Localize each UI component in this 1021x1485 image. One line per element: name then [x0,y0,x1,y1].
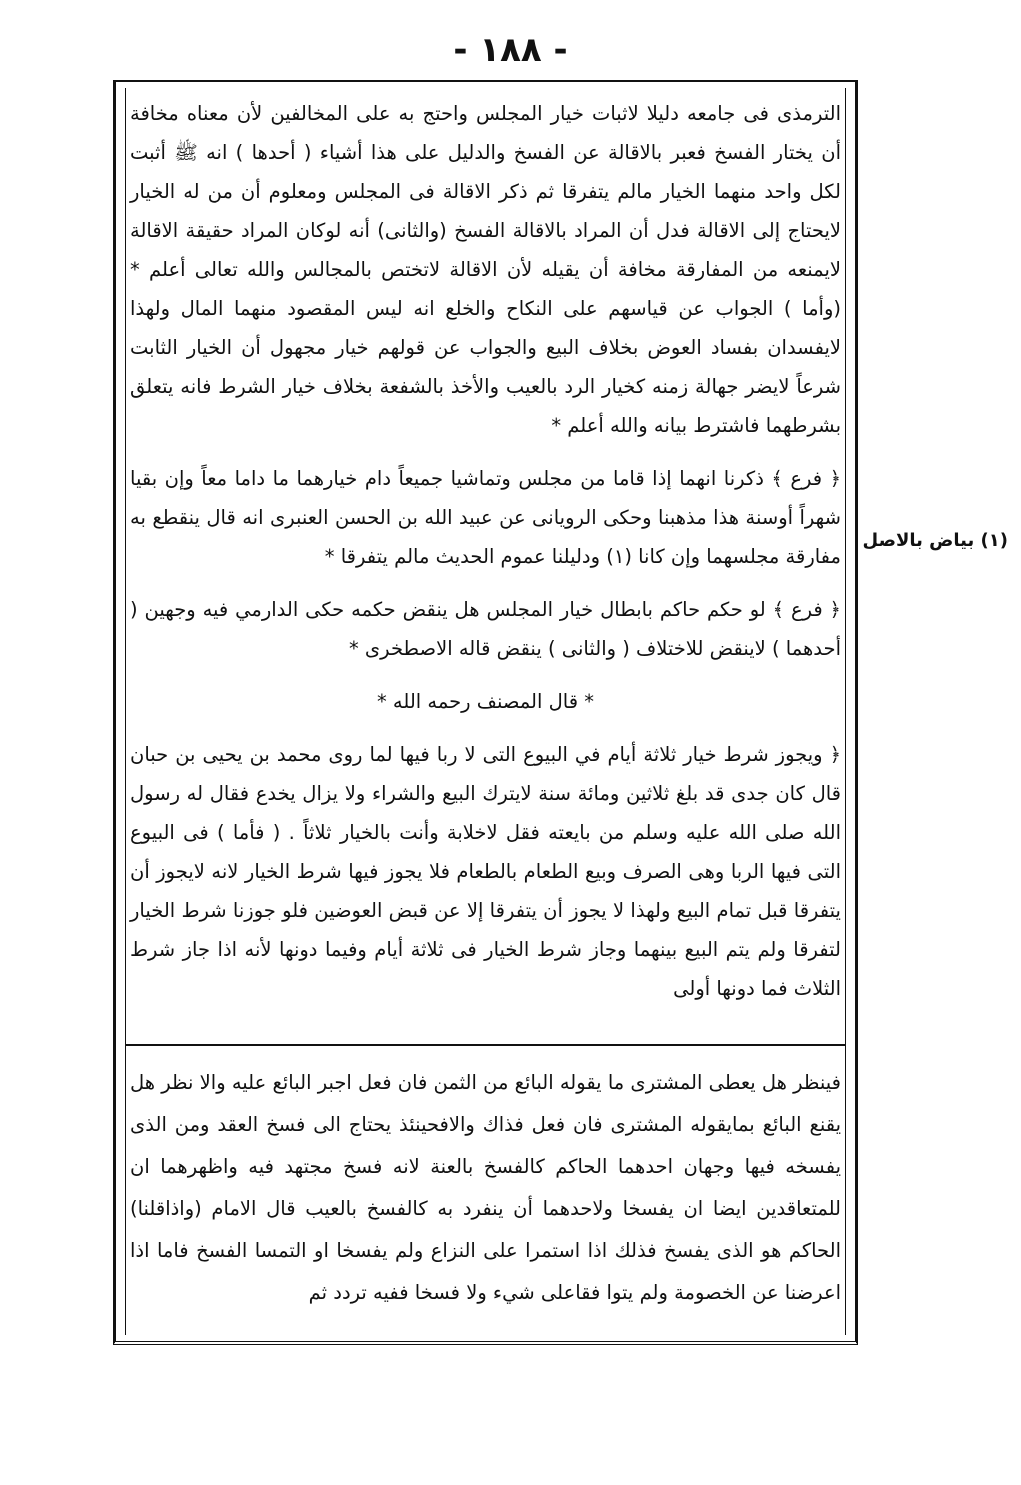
paragraph-khiyar-shart: ﴿ ويجوز شرط خيار ثلاثة أيام في البيوع التى لا ربا فيها لما روى محمد بن يحيى بن حبان قال كان جدى قد بلغ ثلاثين ومائة سنة لايترك البيع والشراء ولا يزال يخدع فقال له رسول الله صلى الله عليه وسلم من بايعته فقل لاخلابة وأنت بالخيار ثلاثاً . ( فأما ) فى البيوع التى فيها الربا وهى الصرف وبيع الطعام بالطعام فلا يجوز فيها شرط الخيار لانه لايجوز أن يتفرقا قبل تمام البيع ولهذا لا يجوز أن يتفرقا إلا عن قبض العوضين فلو جوزنا شرط الخيار لتفرقا ولم يتم البيع بينهما وجاز شرط الخيار فى ثلاثة أيام وفيما دونها لأنه اذا جاز شرط الثلاث فما دونها أولى [130,743,841,1000]
paragraph-far-2: ﴿ فرع ﴾ لو حكم حاكم بابطال خيار المجلس هل ينقض حكمه حكى الدارمي فيه وجهين ( أحدهما ) لاينقض للاختلاف ( والثانى ) ينقض قاله الاصطخرى * [130,598,841,660]
footnote-paragraph: فينظر هل يعطى المشترى ما يقوله البائع من الثمن فان فعل اجبر البائع عليه والا نظر هل يقنع البائع بمايقوله المشترى فان فعل فذاك والافحينئذ يحتاج الى فسخ العقد ومن الذى يفسخه فيها وجهان احدهما الحاكم كالفسخ بالعنة لانه فسخ مجتهد فيه واظهرهما ان للمتعاقدين ايضا ان يفسخا ولاحدهما أن ينفرد به كالفسخ بالعيب قال الامام (واذاقلنا) الحاكم هو الذى يفسخ فذلك اذا استمرا على النزاع ولم يفسخا او التمسا الفسخ فاما اذا اعرضنا عن الخصومة ولم يتوا فقاعلى شيء ولا فسخا ففيه تردد ثم [130,1071,841,1304]
main-text [130,94,841,1044]
margin-note: (١) بياض بالاصل [862,530,1008,551]
paragraph-far-1: ﴿ فرع ﴾ ذكرنا انهما إذا قاما من مجلس وتماشيا جميعاً دام خيارهما ما داما معاً وإن بقيا شهراً أوسنة هذا مذهبنا وحكى الرويانى عن عبيد الله بن الحسن العنبرى انه قال ينقطع به مفارقة مجلسهما وإن كانا (١) ودليلنا عموم الحديث مالم يتفرقا * [130,467,841,568]
page-number: - ١٨٨ - [453,30,568,70]
author-heading: * قال المصنف رحمه الله * [376,690,594,713]
text-frame [113,80,858,1345]
footnote-divider [125,1044,846,1046]
paragraph-tirmidhi: الترمذى فى جامعه دليلا لاثبات خيار المجلس واحتج به على المخالفين لأن معناه مخافة أن يختار الفسخ فعبر بالاقالة عن الفسخ والدليل على هذا أشياء ( أحدها ) انه ﷺ أثبت لكل واحد منهما الخيار مالم يتفرقا ثم ذكر الاقالة فى المجلس ومعلوم أن من له الخيار لايحتاج إلى الاقالة فدل أن المراد بالاقالة الفسخ (والثانى) أنه لوكان المراد حقيقة الاقالة لايمنعه من المفارقة مخافة أن يقيله لأن الاقالة لاتختص بالمجالس والله تعالى أعلم * (وأما ) الجواب عن قياسهم على النكاح والخلع انه ليس المقصود منهما المال ولهذا لايفسدان بفساد العوض بخلاف البيع والجواب عن قولهم خيار مجهول أن الخيار الثابت شرعاً لايضر جهالة زمنه كخيار الرد بالعيب والأخذ بالشفعة بخلاف خيار الشرط فانه يتعلق بشرطهما فاشترط بيانه والله أعلم * [130,102,841,437]
footnote-text [130,1062,841,1312]
